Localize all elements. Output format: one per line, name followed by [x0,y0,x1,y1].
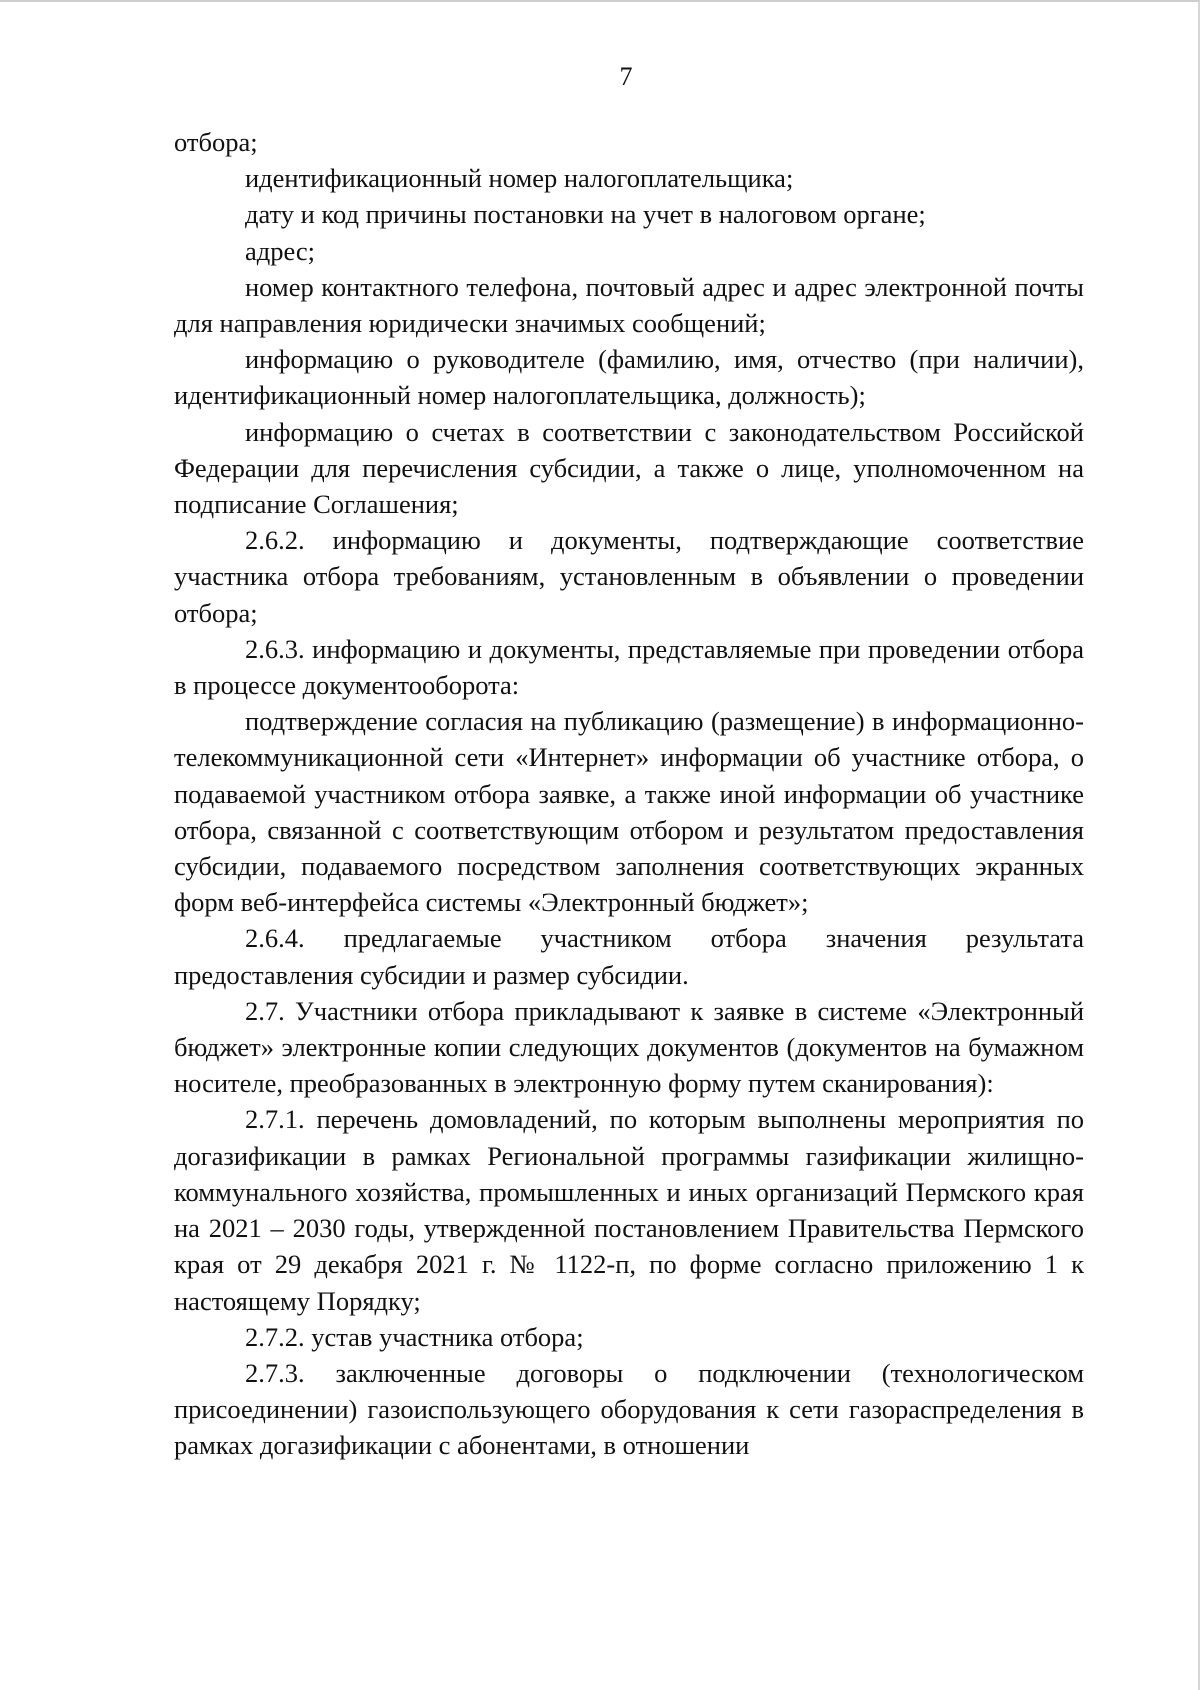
paragraph-2-7: 2.7. Участники отбора прикладывают к заявке в системе «Электронный бюджет» электронные копии следующих документов (документов на бумажном носителе, преобразованных в электронную форму путем сканирования): [174,995,1084,1099]
document-body [174,124,1084,1464]
paragraph-kpp: дату и код причины постановки на учет в налоговом органе; [245,199,926,230]
paragraph-continuation: отбора; [174,127,258,157]
paragraph-2-7-1: 2.7.1. перечень домовладений, по которым выполнены мероприятия по догазификации в рамках Региональной программы газификации жилищно-коммунального хозяйства, промышленных и иных организаций Пермского края на 2021 – 2030 годы, утвержденной постановлением Правительства Пермского края от 29 декабря 2021 г. № 1122-п, по форме согласно приложению 1 к настоящему Порядку; [174,1104,1084,1316]
paragraph-2-6-4: 2.6.4. предлагаемые участником отбора значения результата предоставления субсидии и размер субсидии. [174,923,1084,990]
paragraph-2-6-2: 2.6.2. информацию и документы, подтверждающие соответствие участника отбора требованиям, установленным в объявлении о проведении отбора; [174,525,1084,628]
paragraph-2-6-3: 2.6.3. информацию и документы, представляемые при проведении отбора в процессе документооборота: [174,633,1084,701]
page-number: 7 [619,62,633,91]
paragraph-2-7-2: 2.7.2. устав участника отбора; [245,1321,584,1352]
paragraph-consent: подтверждение согласия на публикацию (размещение) в информационно-телекоммуникационной сети «Интернет» информации об участнике отбора, о подаваемой участником отбора заявке, а также иной информации об участнике отбора, связанной с соответствующим отбором и результатом предоставления субсидии, подаваемого посредством заполнения соответствующих экранных форм веб-интерфейса системы «Электронный бюджет»; [174,706,1084,918]
paragraph-director: информацию о руководителе (фамилию, имя, отчество (при наличии), идентификационный номер налогоплательщика, должность); [174,344,1084,411]
paragraph-accounts: информацию о счетах в соответствии с законодательством Российской Федерации для перечисления субсидии, а также о лице, уполномоченном на подписание Соглашения; [174,416,1084,520]
paragraph-address: адрес; [245,235,316,266]
paragraph-contacts: номер контактного телефона, почтовый адрес и адрес электронной почты для направления юридически значимых сообщений; [174,271,1084,339]
paragraph-2-7-3: 2.7.3. заключенные договоры о подключении (технологическом присоединении) газоиспользующего оборудования к сети газораспределения в рамках догазификации с абонентами, в отношении [174,1357,1084,1461]
paragraph-inn: идентификационный номер налогоплательщика; [245,163,794,194]
